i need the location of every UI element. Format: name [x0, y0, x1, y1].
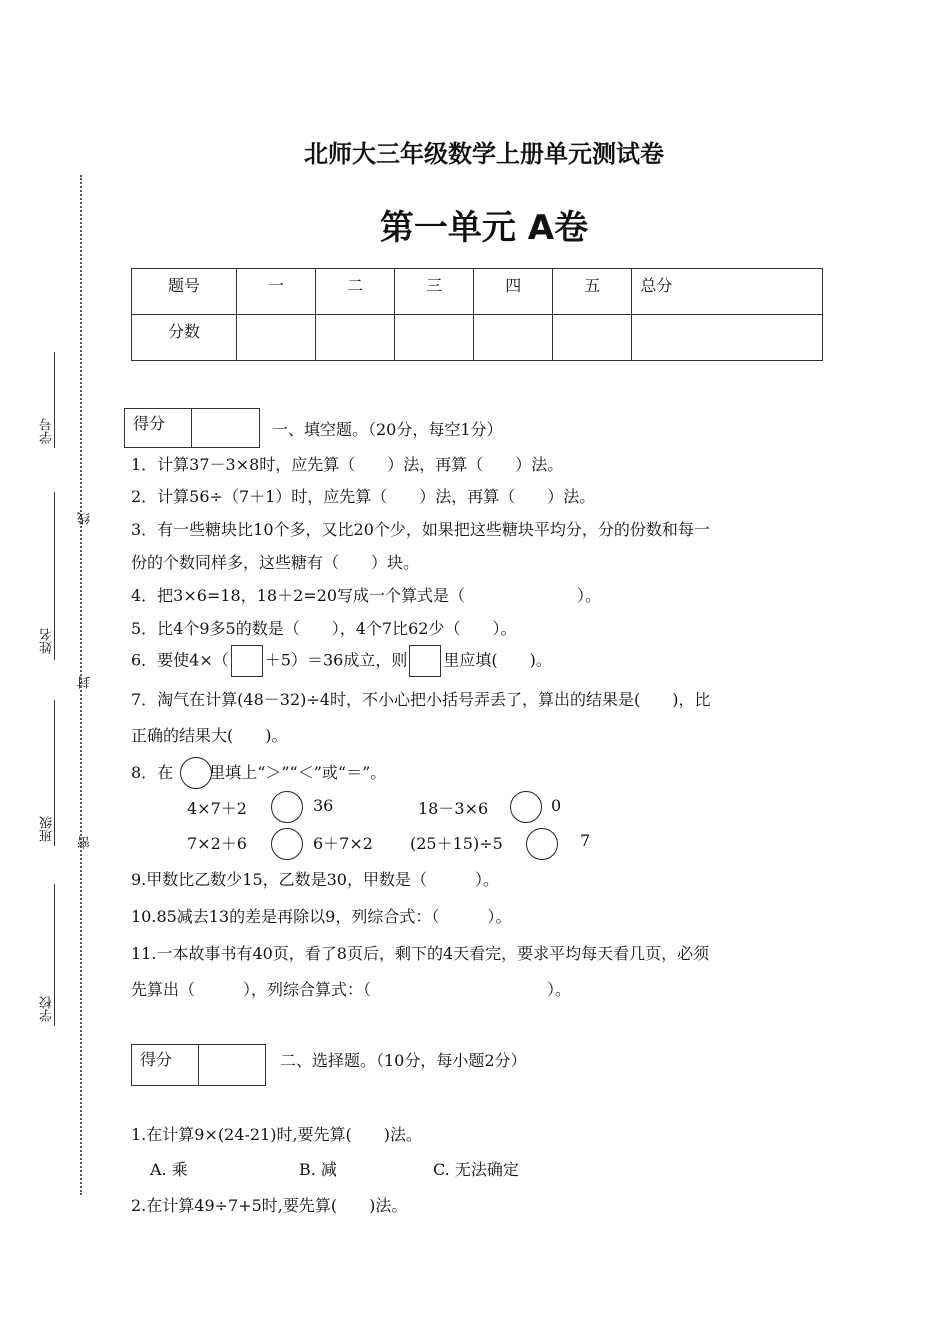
compare-3-circle[interactable]	[271, 828, 303, 860]
score-table-header-row	[132, 269, 823, 315]
compare-1-circle[interactable]	[271, 791, 303, 823]
section1-score-box	[124, 408, 260, 448]
score-header-cell: 一	[237, 269, 316, 315]
question-9: 9.甲数比乙数少15，乙数是30，甲数是（ ）。	[131, 870, 499, 889]
seal-secret-char: 密	[78, 836, 93, 849]
question-3-line2: 份的个数同样多，这些糖有（ ）块。	[131, 553, 420, 572]
question-6-part2: ＋5）＝36成立，则	[264, 650, 408, 670]
question-1: 1．计算37－3×8时，应先算（ ）法，再算（ ）法。	[131, 455, 564, 474]
seal-seal-char: 封	[78, 676, 93, 689]
compare-4-right: 7	[580, 831, 591, 850]
question-3-line1: 3．有一些糖块比10个多，又比20个少，如果把这些糖块平均分，分的份数和每一	[131, 520, 710, 539]
question-5: 5．比4个9多5的数是（ ），4个7比62少（ ）。	[131, 619, 517, 638]
question-11-line2: 先算出（ ），列综合算式：（ ）。	[131, 980, 572, 999]
compare-4-left: (25＋15)÷5	[410, 834, 503, 853]
class-line[interactable]	[54, 700, 55, 846]
circle-icon	[180, 757, 212, 789]
answer-box[interactable]	[231, 645, 263, 677]
school-label: 学校	[40, 996, 55, 1022]
score-row-label: 分数	[132, 315, 237, 361]
score-header-cell: 五	[553, 269, 632, 315]
question-7-line1: 7．淘气在计算(48－32)÷4时，不小心把小括号弄丢了，算出的结果是( )，比	[131, 690, 711, 709]
score-cell[interactable]	[474, 315, 553, 361]
question-8-prompt	[131, 760, 386, 783]
score-header-cell: 三	[395, 269, 474, 315]
compare-2-circle[interactable]	[510, 791, 542, 823]
compare-3-right: 6＋7×2	[313, 834, 373, 853]
compare-4-circle[interactable]	[526, 828, 558, 860]
score-cell[interactable]	[632, 315, 823, 361]
question-6-part1: 6．要使4×（	[131, 650, 229, 670]
choice-question-1: 1.在计算9×(24-21)时,要先算( )法。	[131, 1125, 423, 1144]
section2-heading: 二、选择题。（10分，每小题2分）	[280, 1051, 527, 1070]
choice-1-option-c[interactable]: C. 无法确定	[433, 1160, 519, 1179]
choice-1-option-a[interactable]: A. 乘	[150, 1160, 188, 1179]
name-label: 姓名	[40, 628, 55, 654]
question-6-part3: 里应填( )。	[443, 650, 552, 670]
compare-1-right: 36	[313, 796, 334, 815]
page-subtitle: 第一单元 A卷	[379, 208, 589, 248]
compare-1-left: 4×7＋2	[187, 799, 247, 818]
answer-box-reference	[409, 645, 441, 677]
seal-line-char: 线	[78, 512, 93, 525]
section1-heading: 一、填空题。（20分，每空1分）	[272, 420, 503, 439]
class-label: 班级	[40, 816, 55, 842]
page-title: 北师大三年级数学上册单元测试卷	[304, 140, 664, 168]
question-8-part1: 8．在	[131, 763, 174, 782]
score-header-cell: 二	[316, 269, 395, 315]
school-line[interactable]	[54, 884, 55, 1026]
compare-3-left: 7×2＋6	[187, 834, 247, 853]
score-header-cell: 四	[474, 269, 553, 315]
section1-score-label: 得分	[125, 409, 192, 447]
choice-question-2: 2.在计算49÷7+5时,要先算( )法。	[131, 1196, 408, 1215]
question-6	[131, 645, 552, 677]
choice-1-option-b[interactable]: B. 减	[299, 1160, 337, 1179]
score-table-score-row	[132, 315, 823, 361]
score-header-cell: 题号	[132, 269, 237, 315]
question-11-line1: 11.一本故事书有40页，看了8页后，剩下的4天看完，要求平均每天看几页，必须	[131, 944, 710, 963]
score-cell[interactable]	[395, 315, 474, 361]
section2-score-label: 得分	[132, 1045, 199, 1085]
question-2: 2．计算56÷（7＋1）时，应先算（ ）法，再算（ ）法。	[131, 487, 596, 506]
question-4: 4．把3×6=18，18＋2=20写成一个算式是（ ）。	[131, 586, 602, 605]
score-header-cell: 总分	[632, 269, 823, 315]
score-table	[131, 268, 823, 361]
name-line[interactable]	[54, 492, 55, 660]
compare-2-right: 0	[551, 796, 562, 815]
compare-2-left: 18－3×6	[418, 799, 489, 818]
question-7-line2: 正确的结果大( )。	[131, 726, 288, 745]
score-cell[interactable]	[316, 315, 395, 361]
student-no-label: 学号	[40, 418, 55, 444]
question-8-part2: 里填上“＞”“＜”或“＝”。	[209, 763, 387, 782]
student-no-line[interactable]	[54, 352, 55, 448]
section2-score-field[interactable]	[199, 1045, 265, 1085]
score-cell[interactable]	[553, 315, 632, 361]
section2-score-box	[131, 1044, 266, 1086]
section1-score-field[interactable]	[192, 409, 259, 447]
question-10: 10.85减去13的差是再除以9，列综合式：（ ）。	[131, 907, 512, 926]
score-cell[interactable]	[237, 315, 316, 361]
